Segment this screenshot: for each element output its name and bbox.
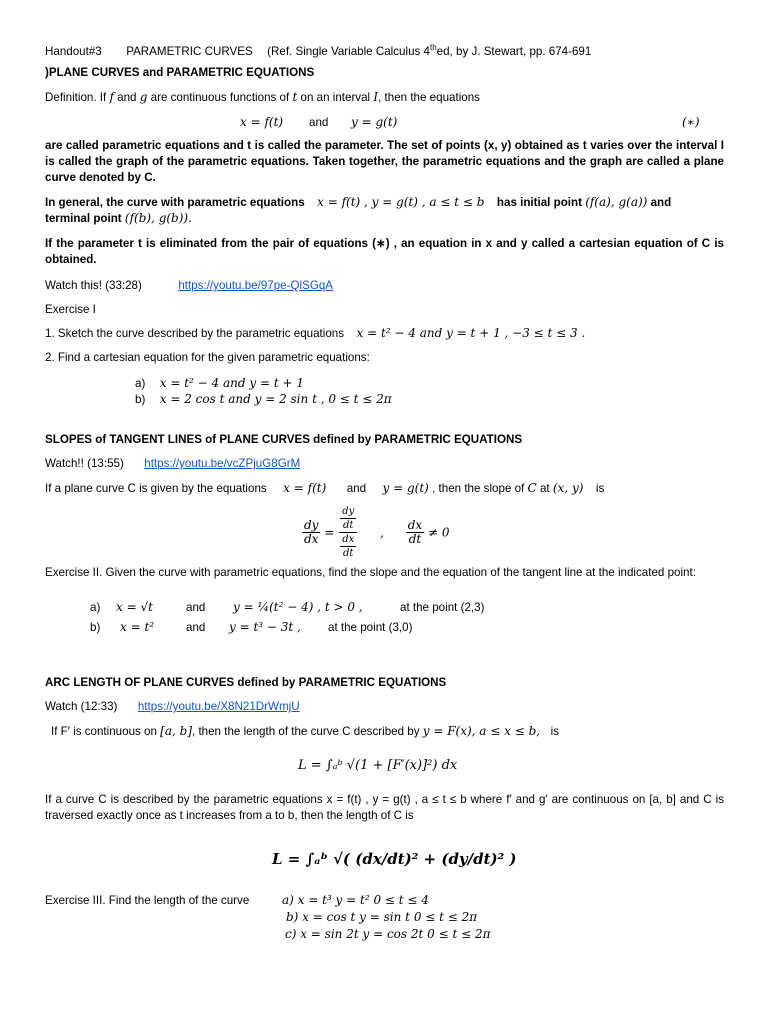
arc-text-1: If F′ is continuous on — [51, 725, 157, 738]
exercise-1-part-b — [135, 392, 392, 407]
ex2-b-label: b) — [90, 621, 101, 634]
equation-y: y = g(t) — [351, 115, 398, 129]
slope-C: C — [527, 481, 537, 495]
ex2-a-point: at the point (2,3) — [400, 601, 485, 614]
definition-f: f — [109, 90, 114, 104]
reference-text-rest: ed, by J. Stewart, pp. 674-691 — [436, 44, 592, 58]
arc-function: y = F(x), a ≤ x ≤ b, — [422, 724, 541, 738]
exercise-3-part-c: c) x = sin 2t y = cos 2t 0 ≤ t ≤ 2π — [285, 927, 491, 941]
exercise-2-part-b — [90, 620, 100, 635]
reference-superscript: th — [429, 43, 437, 52]
dxdt-num: dx — [342, 534, 355, 545]
equation-star-label: (∗) — [682, 115, 700, 129]
slope-x-eq: x = f(t) — [283, 481, 327, 495]
parametric-arc-length-paragraph: If a curve C is described by the parametric equations x = f(t) , y = g(t) , a ≤ t ≤ b where f′ and g′ are continuous on [a, b] and C is traversed exactly once as t increases from a to b, then the length of C is — [45, 793, 724, 822]
terminal-point-math: (f(b), g(b)). — [124, 211, 192, 225]
ex2-a-x: x = √t — [116, 600, 153, 614]
general-curve-line-1 — [45, 195, 671, 210]
equation-x: x = f(t) — [240, 115, 284, 129]
exercise-1-item-1-math: x = t² − 4 and y = t + 1 , −3 ≤ t ≤ 3 . — [356, 326, 586, 340]
dydt-den: dt — [342, 520, 354, 531]
initial-point-label: has initial point — [496, 196, 582, 209]
watch-label-3: Watch (12:33) — [45, 700, 118, 713]
dxdt-den: dt — [343, 548, 354, 559]
exercise-1-item-1 — [45, 326, 585, 341]
arc-length-formula-2: L = ∫ₐᵇ √( (dx/dt)² + (dy/dt)² ) — [272, 850, 517, 868]
part-b-label: b) — [135, 393, 146, 406]
watch-row-3 — [45, 699, 300, 714]
watch-label-1: Watch this! (33:28) — [45, 279, 142, 292]
ex2-b-and: and — [186, 621, 206, 634]
exercise-1-item-1-text: 1. Sketch the curve described by the parametric equations — [45, 327, 345, 340]
watch-row-1 — [45, 278, 333, 293]
slope-xy: (x, y) — [552, 481, 584, 495]
general-curve-math: x = f(t) , y = g(t) , a ≤ t ≤ b — [317, 195, 485, 209]
watch-row-2 — [45, 456, 300, 471]
dydt-num: dy — [342, 506, 355, 517]
exercise-3-part-b: b) x = cos t y = sin t 0 ≤ t ≤ 2π — [286, 910, 478, 924]
exercise-3-part-a: a) x = t³ y = t² 0 ≤ t ≤ 4 — [282, 893, 429, 907]
slope-y-eq: y = g(t) — [382, 481, 429, 495]
slope-text-2: , then the slope of — [432, 482, 525, 495]
equation-and: and — [309, 116, 329, 129]
arc-length-line-1 — [51, 724, 559, 739]
part-a-label: a) — [135, 377, 146, 390]
ex2-b-x: x = t² — [120, 620, 155, 634]
dy-dt-fraction — [339, 505, 357, 533]
exercise-3-label: Exercise III. Find the length of the curve — [45, 894, 250, 907]
arc-length-formula-1: L = ∫ₐᵇ √(1 + [F′(x)]²) dx — [298, 758, 458, 773]
video-link-3[interactable]: https://youtu.be/X8N21DrWmjU — [137, 700, 300, 713]
definition-text-2: are continuous functions of — [150, 91, 290, 104]
slope-formula: $\frac{dy}{dx}$ = $\frac{\frac{dy}{dt}}{\frac{dx}{dt}}$ , $\frac{dx}{dt}$ ≠ 0 — [304, 506, 450, 559]
reference-text: (Ref. Single Variable Calculus 4 — [267, 44, 430, 58]
cartesian-equation-paragraph: If the parameter t is eliminated from the pair of equations (∗) , an equation in x and y called a cartesian equation of C is obtained. — [45, 237, 724, 266]
section-heading-arc-length: ARC LENGTH OF PLANE CURVES defined by PARAMETRIC EQUATIONS — [45, 676, 447, 689]
arc-is: is — [550, 725, 559, 738]
handout-number: Handout#3 — [45, 44, 102, 58]
part-a-math: x = t² − 4 and y = t + 1 — [159, 376, 304, 390]
derivative-ratio — [338, 505, 358, 560]
general-curve-line-2 — [45, 211, 192, 226]
video-link-1[interactable]: https://youtu.be/97pe-QlSGqA — [178, 279, 334, 292]
general-curve-and: and — [650, 196, 672, 209]
watch-label-2: Watch!! (13:55) — [45, 457, 124, 470]
slope-and: and — [346, 482, 367, 495]
parametric-definition-paragraph: are called parametric equations and t is called the parameter. The set of points (x, y) obtained as t varies over the interval I is called the graph of the parametric equations. Taken together, the parametric equations and the graph are called a plane curve denoted by C. — [45, 139, 724, 184]
slope-text: If a plane curve C is given by the equations — [45, 482, 267, 495]
initial-point-math: (f(a), g(a)) — [585, 195, 648, 209]
definition-text-3: on an interval — [300, 91, 371, 104]
slope-is: is — [595, 482, 605, 495]
exercise-1-title: Exercise I — [45, 303, 96, 316]
video-link-2[interactable]: https://youtu.be/vcZPjuG8GrM — [144, 457, 301, 470]
definition-g: g — [139, 90, 148, 104]
not-zero: ≠ 0 — [428, 525, 450, 540]
document-title: PARAMETRIC CURVES — [126, 44, 253, 58]
document-header — [45, 40, 591, 59]
definition-text: Definition. If — [45, 91, 107, 104]
terminal-point-label: terminal point — [45, 212, 122, 225]
ex2-b-y: y = t³ − 3t , — [229, 620, 301, 634]
dy-numerator: dy — [304, 518, 319, 532]
dx-denominator: dx — [304, 532, 319, 546]
definition-t: t — [292, 90, 298, 104]
slope-at: at — [539, 482, 550, 495]
definition-I: I — [373, 90, 379, 104]
definition-text-4: , then the equations — [378, 91, 480, 104]
arc-interval: [a, b] — [160, 724, 192, 738]
section-heading-slopes: SLOPES of TANGENT LINES of PLANE CURVES defined by PARAMETRIC EQUATIONS — [45, 433, 523, 446]
part-b-math: x = 2 cos t and y = 2 sin t , 0 ≤ t ≤ 2π — [159, 392, 392, 406]
definition-line — [45, 90, 480, 105]
exercise-2-part-a — [90, 600, 100, 615]
arc-text-2: , then the length of the curve C described by — [192, 725, 420, 738]
section-heading-plane-curves: )PLANE CURVES and PARAMETRIC EQUATIONS — [45, 66, 315, 79]
slope-definition-line — [45, 481, 604, 496]
dx-dt-condition — [406, 519, 424, 546]
exercise-1-part-a — [135, 376, 304, 391]
ex2-a-label: a) — [90, 601, 101, 614]
general-curve-text: In general, the curve with parametric equations — [45, 196, 305, 209]
dx-dt-fraction — [338, 533, 358, 560]
ex2-b-point: at the point (3,0) — [328, 621, 413, 634]
cond-dt: dt — [408, 532, 422, 546]
dy-dx-fraction — [302, 519, 320, 546]
cond-dx: dx — [407, 518, 423, 532]
definition-and: and — [117, 91, 137, 104]
exercise-1-item-2: 2. Find a cartesian equation for the given parametric equations: — [45, 351, 370, 364]
ex2-a-and: and — [186, 601, 206, 614]
ex2-a-y: y = ¼(t² − 4) , t > 0 , — [233, 600, 363, 614]
exercise-2-text: Exercise II. Given the curve with parametric equations, find the slope and the equation of the tangent line at the indicated point: — [45, 566, 696, 579]
